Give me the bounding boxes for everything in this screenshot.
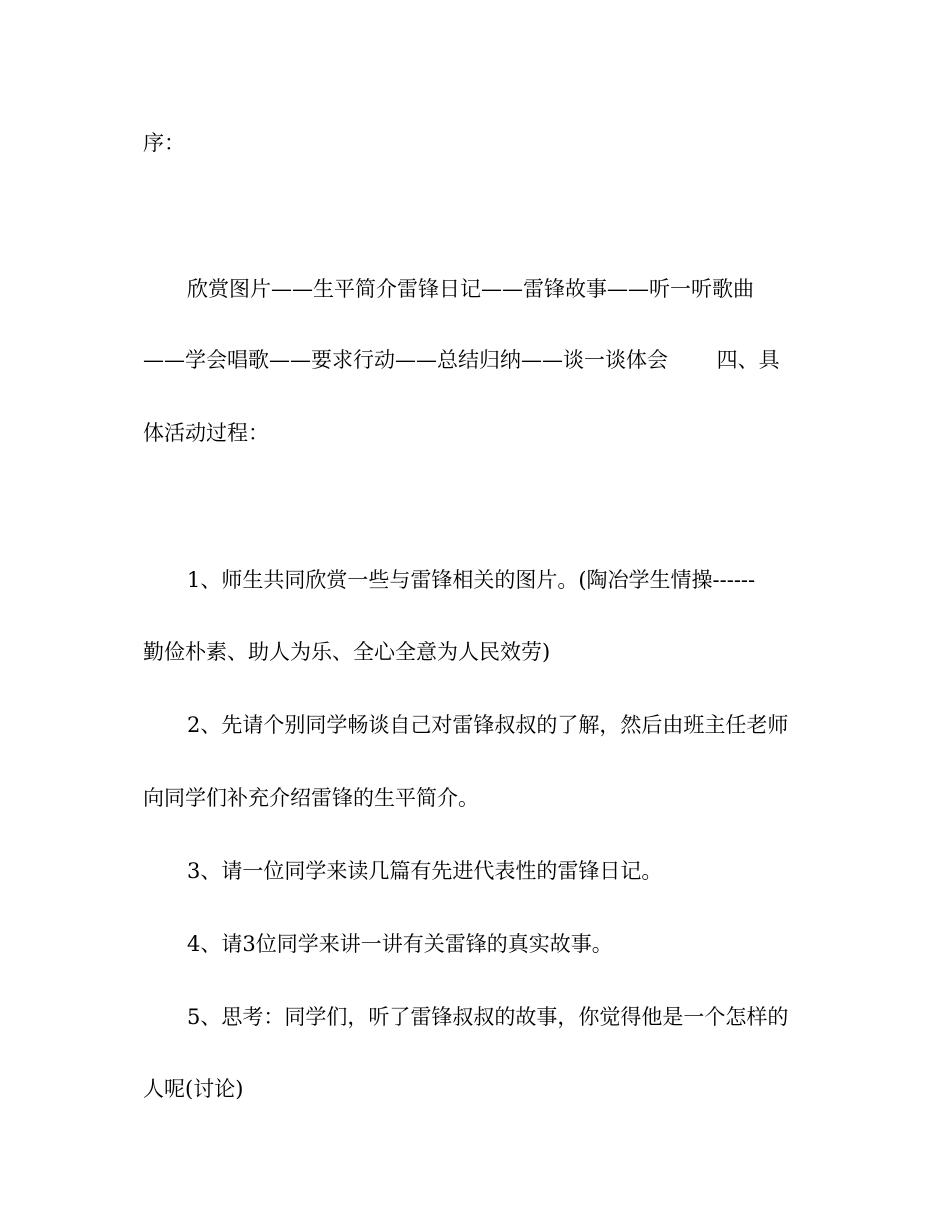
text-line-item-5: 5、思考：同学们，听了雷锋叔叔的故事，你觉得他是一个怎样的 [187,1005,789,1029]
text-line-sequence-label: 序： [143,131,185,155]
text-line-item-2-cont: 向同学们补充介绍雷锋的生平简介。 [143,786,479,810]
text-line-activity-flow: 欣赏图片——生平简介雷锋日记——雷锋故事——听一听歌曲 [187,277,754,301]
text-line-item-1: 1、师生共同欣赏一些与雷锋相关的图片。(陶冶学生情操------ [187,568,756,592]
text-line-item-5-cont: 人呢(讨论) [143,1077,244,1101]
text-line-item-1-cont: 勤俭朴素、助人为乐、全心全意为人民效劳) [143,640,551,664]
text-line-item-2: 2、先请个别同学畅谈自己对雷锋叔叔的了解，然后由班主任老师 [187,713,789,737]
text-line-section-four-heading: 体活动过程： [143,421,269,445]
text-line-item-4: 4、请3位同学来讲一讲有关雷锋的真实故事。 [187,932,613,956]
text-line-item-3: 3、请一位同学来读几篇有先进代表性的雷锋日记。 [187,859,663,883]
text-line-activity-flow-cont: ——学会唱歌——要求行动——总结归纳——谈一谈体会 四、具 [143,348,780,372]
